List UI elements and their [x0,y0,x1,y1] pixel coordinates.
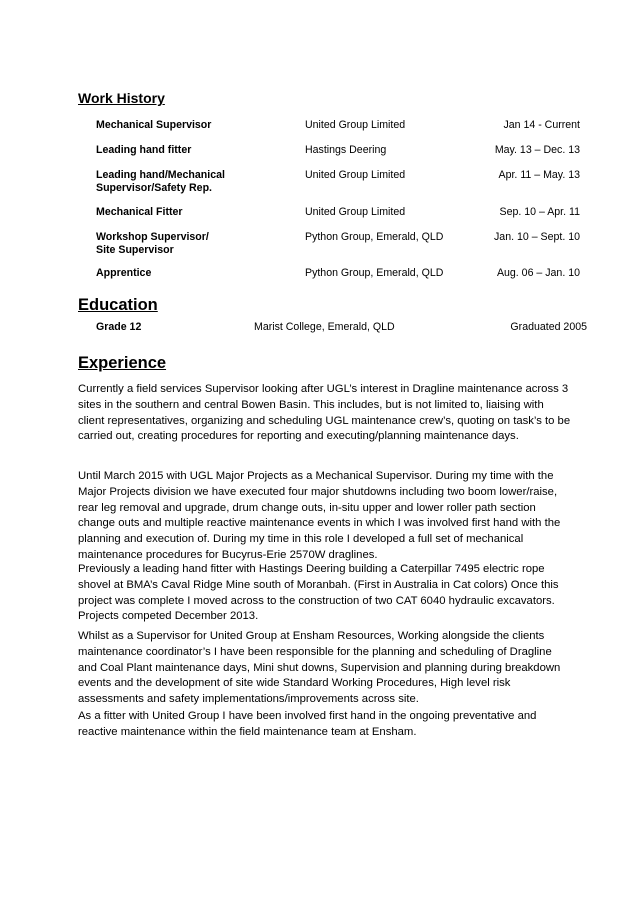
job-company: United Group Limited [305,206,406,218]
education-school: Marist College, Emerald, QLD [254,321,395,333]
job-dates: Jan. 10 – Sept. 10 [494,231,580,243]
education-status: Graduated 2005 [510,321,587,333]
experience-heading: Experience [78,354,167,372]
job-title-line2: Site Supervisor [96,244,174,256]
job-dates: Sep. 10 – Apr. 11 [499,206,580,218]
job-title: Apprentice [96,267,152,279]
work-history-heading: Work History [78,90,165,106]
job-company: Python Group, Emerald, QLD [305,231,444,243]
job-title-line2: Supervisor/Safety Rep. [96,182,212,194]
experience-paragraph: Currently a field services Supervisor looking after UGL’s interest in Dragline maintenance across 3 sites in the southern and central Bowen Basin. This includes, but is not limited to, liaising with client representatives, organizing and scheduling UGL maintenance crew’s, quoting on task’s to be carried out, creating procedures for reporting and executing/planning maintenance days. [78,383,571,443]
job-dates: May. 13 – Dec. 13 [494,144,580,156]
job-title [96,169,296,195]
experience-paragraph: Until March 2015 with UGL Major Projects as a Mechanical Supervisor. During my time with the Major Projects division we have executed four major shutdowns including two boom lower/raise, rear leg removal and upgrade, drum change outs, in-situ upper and lower roller path section change outs and multiple reactive maintenance events in which I was involved first hand with the planning and execution of. During my time in this role I developed a full set of mechanical maintenance procedures for Bucyrus-Erie 2570W draglines. [78,470,561,561]
job-title: Mechanical Fitter [96,206,183,218]
experience-paragraph: Whilst as a Supervisor for United Group at Ensham Resources, Working alongside the clients maintenance coordinator’s I have been responsible for the planning and scheduling of Dragline and Coal Plant maintenance days, Mini shut downs, Supervision and planning during breakdown events and the development of site wide Standard Working Procedures, High level risk assessments and safety implementations/improvements across site. [78,630,561,706]
job-company: Python Group, Emerald, QLD [305,267,444,279]
job-dates: Apr. 11 – May. 13 [498,169,580,181]
job-title: Mechanical Supervisor [96,119,212,131]
job-company: United Group Limited [305,119,406,131]
job-dates: Aug. 06 – Jan. 10 [496,267,580,279]
job-title-line1: Leading hand/Mechanical [96,169,225,181]
experience-paragraph: As a fitter with United Group I have been involved first hand in the ongoing preventative and reactive maintenance within the field maintenance team at Ensham. [78,710,537,738]
job-dates: Jan 14 - Current [503,119,580,131]
job-company: Hastings Deering [305,144,387,156]
education-grade: Grade 12 [96,321,142,333]
job-title: Leading hand fitter [96,144,192,156]
job-title [96,231,296,257]
experience-paragraph: Previously a leading hand fitter with Hastings Deering building a Caterpillar 7495 electric rope shovel at BMA’s Caval Ridge Mine south of Moranbah. (First in Australia in Cat colors) Once this project was complete I moved across to the construction of two CAT 6040 hydraulic excavators. Projects competed December 2013. [78,563,559,623]
job-company: United Group Limited [305,169,406,181]
education-heading: Education [78,296,158,314]
job-title-line1: Workshop Supervisor/ [96,231,209,243]
